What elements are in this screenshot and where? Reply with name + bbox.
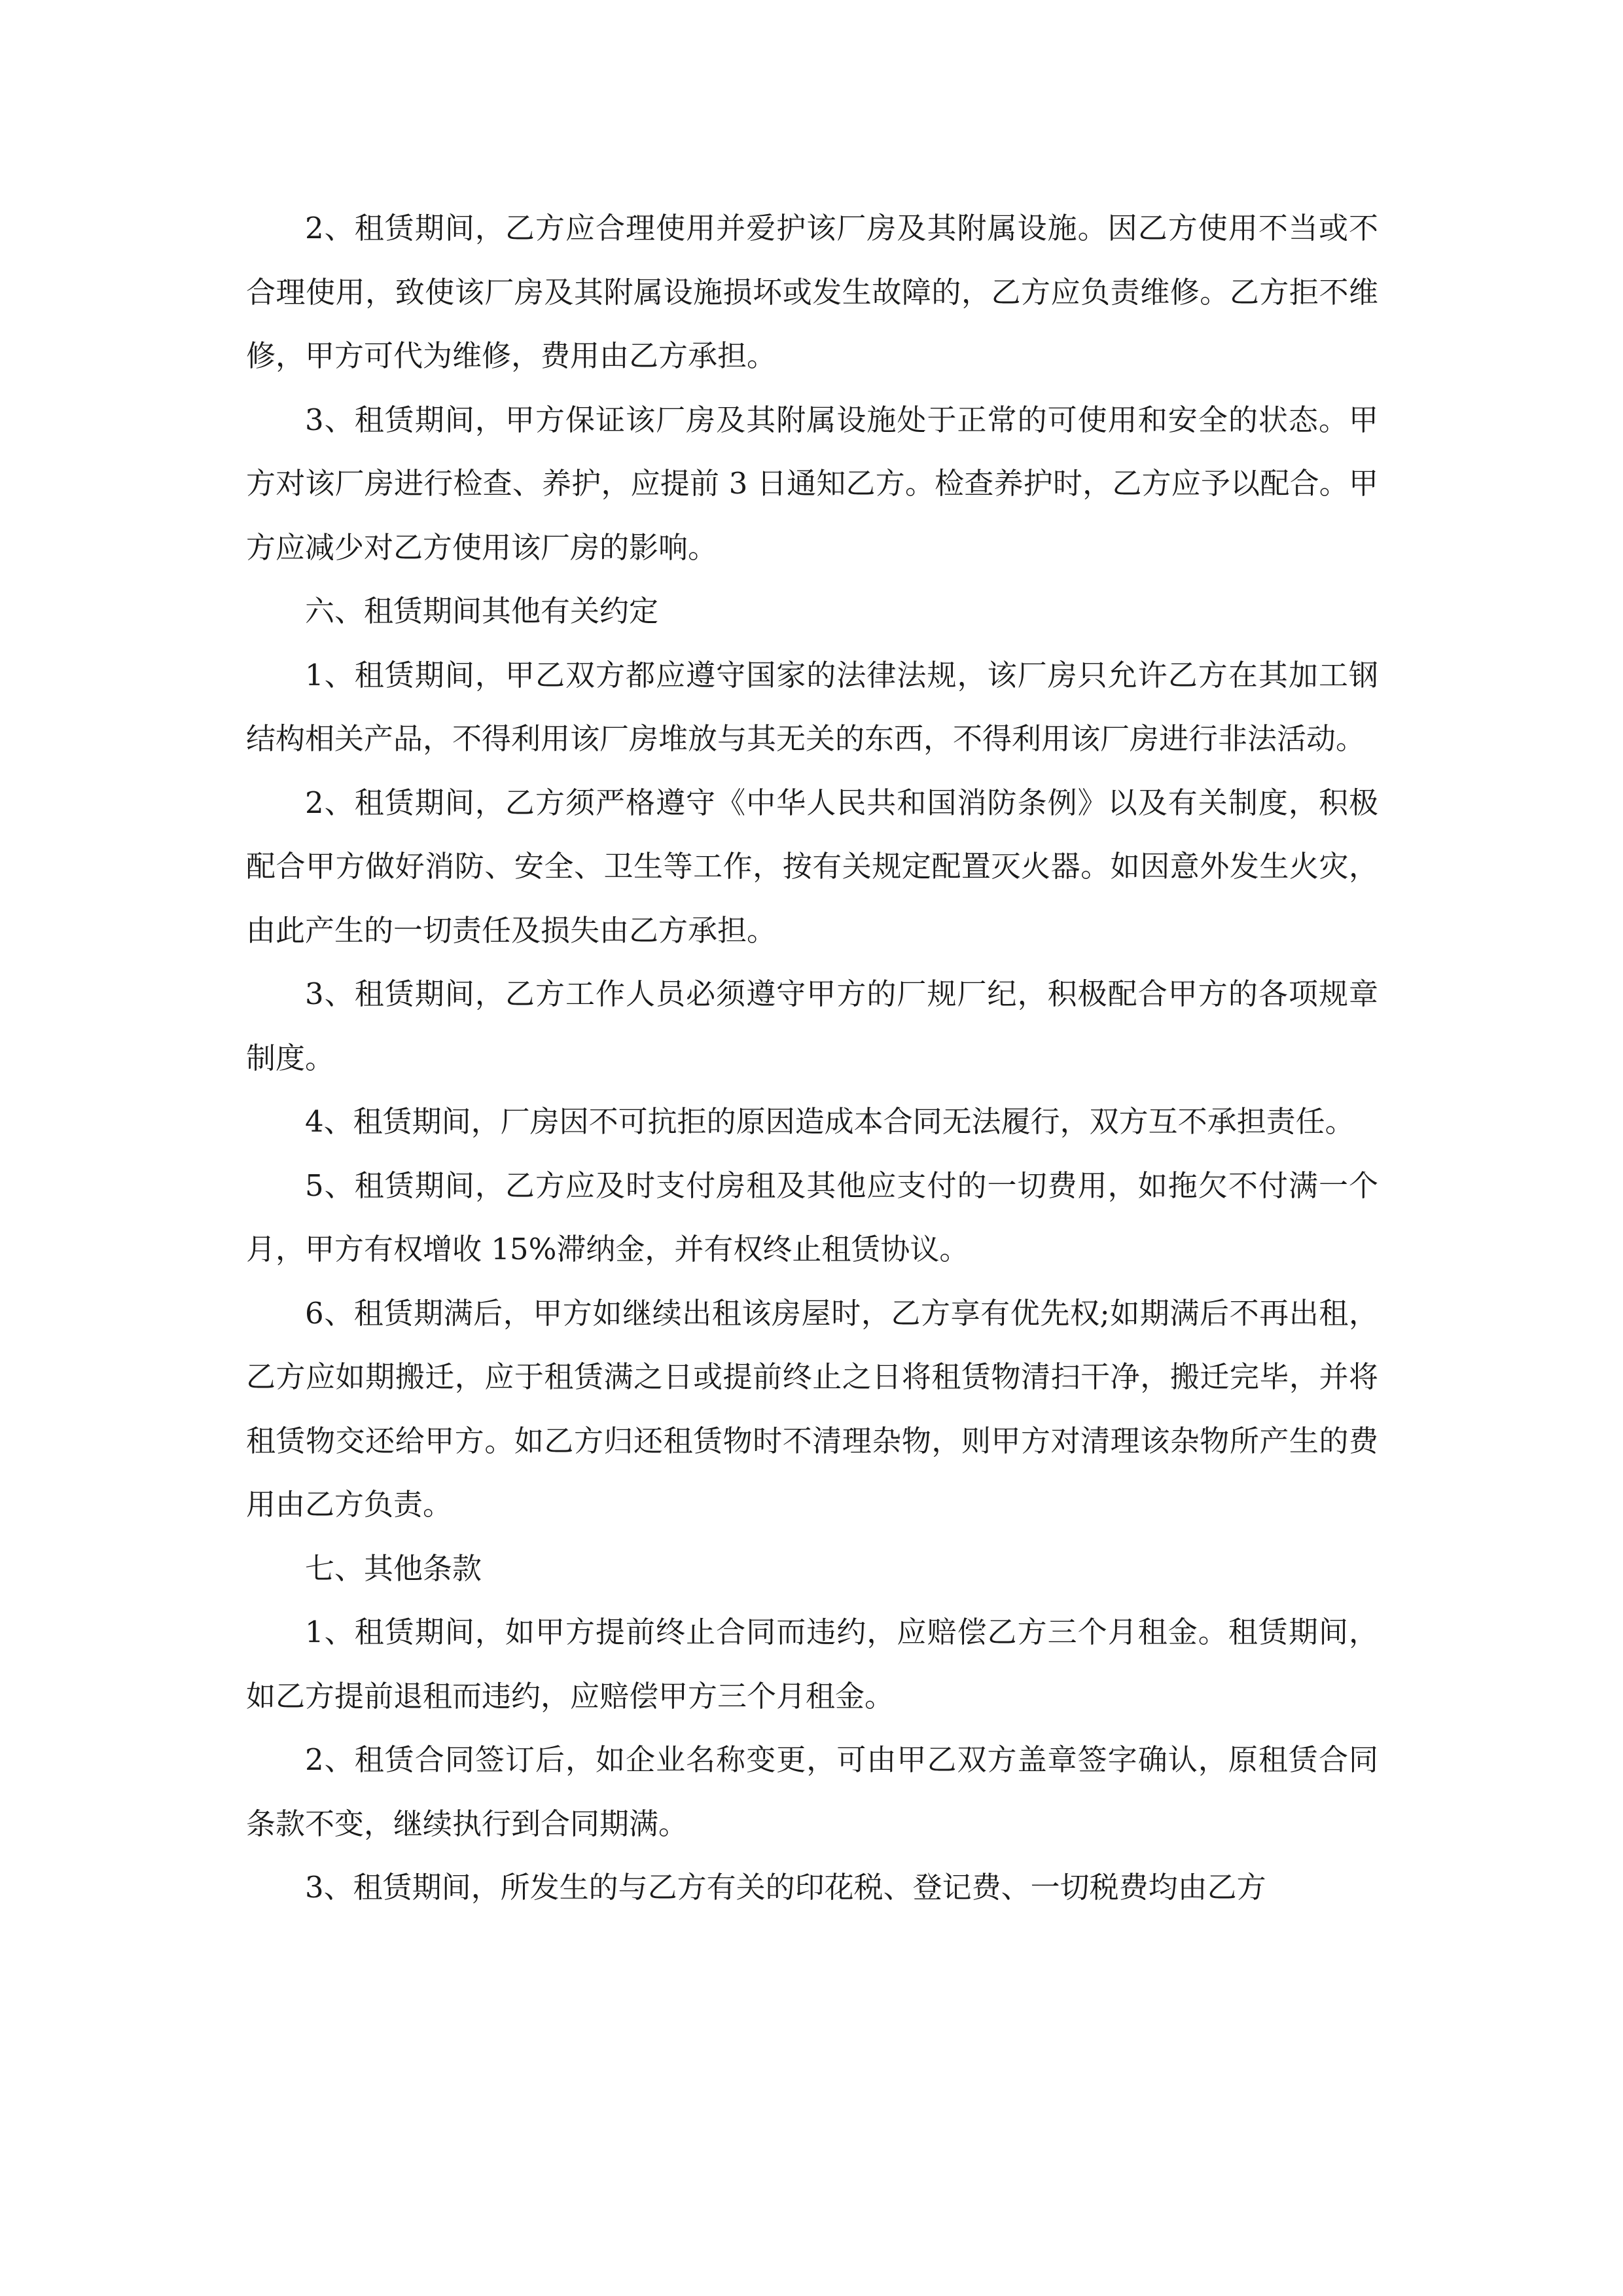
section-heading-7: 七、其他条款 — [305, 1551, 482, 1586]
clause-5-2: 2、租赁期间，乙方应合理使用并爱护该厂房及其附属设施。因乙方使用不当或不合理使用，致使该厂房及其附属设施损坏或发生故障的，乙方应负责维修。乙方拒不维修，甲方可代为维修，费用由乙方承担。 — [246, 211, 1378, 373]
clause-6-6: 6、租赁期满后，甲方如继续出租该房屋时，乙方享有优先权;如期满后不再出租，乙方应如期搬迁，应于租赁满之日或提前终止之日将租赁物清扫干净，搬迁完毕，并将租赁物交还给甲方。如乙方归还租赁物时不清理杂物，则甲方对清理该杂物所产生的费用由乙方负责。 — [246, 1295, 1378, 1522]
clause-7-2: 2、租赁合同签订后，如企业名称变更，可由甲乙双方盖章签字确认，原租赁合同条款不变，继续执行到合同期满。 — [246, 1742, 1378, 1841]
document-page — [246, 196, 1378, 1920]
clause-6-2: 2、租赁期间，乙方须严格遵守《中华人民共和国消防条例》以及有关制度，积极配合甲方做好消防、安全、卫生等工作，按有关规定配置灭火器。如因意外发生火灾，由此产生的一切责任及损失由乙方承担。 — [246, 785, 1378, 948]
section-heading-6: 六、租赁期间其他有关约定 — [305, 594, 659, 628]
clause-6-4: 4、租赁期间，厂房因不可抗拒的原因造成本合同无法履行，双方互不承担责任。 — [305, 1104, 1355, 1139]
clause-5-3: 3、租赁期间，甲方保证该厂房及其附属设施处于正常的可使用和安全的状态。甲方对该厂房进行检查、养护，应提前 3 日通知乙方。检查养护时，乙方应予以配合。甲方应减少对乙方使用该厂房的影响。 — [246, 402, 1378, 565]
clause-7-1: 1、租赁期间，如甲方提前终止合同而违约，应赔偿乙方三个月租金。租赁期间，如乙方提前退租而违约，应赔偿甲方三个月租金。 — [246, 1615, 1378, 1713]
clause-7-3: 3、租赁期间，所发生的与乙方有关的印花税、登记费、一切税费均由乙方 — [305, 1870, 1266, 1905]
clause-6-5: 5、租赁期间，乙方应及时支付房租及其他应支付的一切费用，如拖欠不付满一个月，甲方有权增收 15%滞纳金，并有权终止租赁协议。 — [246, 1168, 1378, 1266]
clause-6-3: 3、租赁期间，乙方工作人员必须遵守甲方的厂规厂纪，积极配合甲方的各项规章制度。 — [246, 977, 1378, 1075]
clause-6-1: 1、租赁期间，甲乙双方都应遵守国家的法律法规，该厂房只允许乙方在其加工钢结构相关产品，不得利用该厂房堆放与其无关的东西，不得利用该厂房进行非法活动。 — [246, 657, 1378, 756]
